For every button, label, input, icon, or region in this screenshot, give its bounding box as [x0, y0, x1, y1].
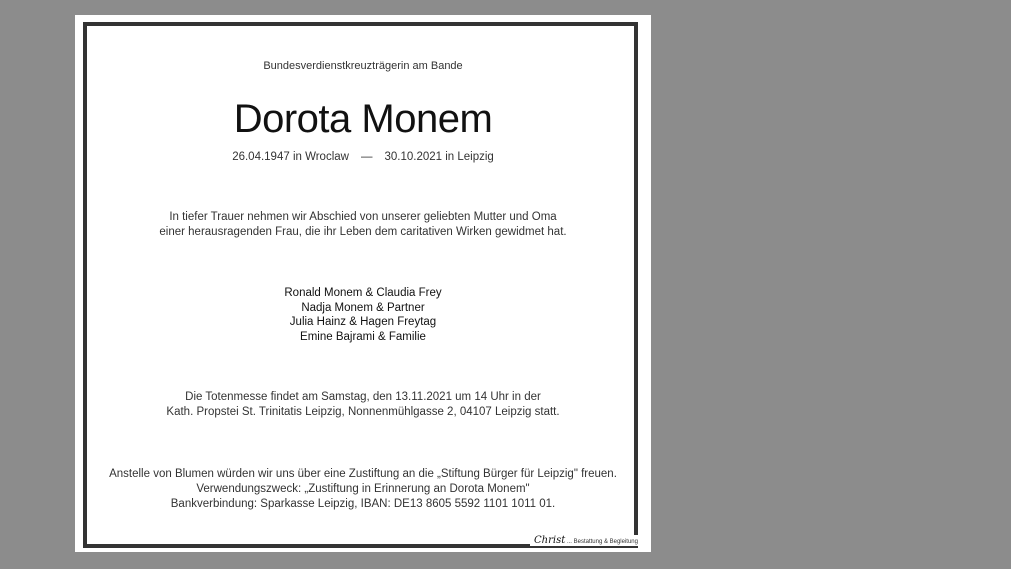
family-member: Julia Hainz & Hagen Freytag — [289, 316, 437, 328]
date-separator: — — [360, 151, 373, 163]
donation-info — [75, 467, 651, 512]
birth-date: 26.04.1947 in Wroclaw — [232, 151, 349, 163]
mass-line: Die Totenmesse findet am Samstag, den 13.11.2021 um 14 Uhr in der — [185, 391, 541, 403]
family-member: Ronald Monem & Claudia Frey — [284, 287, 442, 299]
donation-line: Verwendungszweck: „Zustiftung in Erinnerung an Dorota Monem" — [196, 483, 530, 495]
mourning-line: einer herausragenden Frau, die ihr Leben dem caritativen Wirken gewidmet hat. — [159, 226, 567, 238]
mourning-line: In tiefer Trauer nehmen wir Abschied von unserer geliebten Mutter und Oma — [169, 211, 557, 223]
family-list — [75, 286, 651, 344]
funeral-home-logo — [530, 535, 641, 546]
life-dates — [75, 151, 651, 163]
donation-line: Anstelle von Blumen würden wir uns über eine Zustiftung an die „Stiftung Bürger für Leipzig" freuen. — [109, 468, 617, 480]
logo-script: Christ — [534, 535, 566, 546]
death-date: 30.10.2021 in Leipzig — [384, 151, 494, 163]
family-member: Nadja Monem & Partner — [301, 301, 425, 314]
family-member: Emine Bajrami & Familie — [300, 330, 426, 343]
donation-line: Bankverbindung: Sparkasse Leipzig, IBAN: DE13 8605 5592 1101 1011 01. — [170, 498, 556, 510]
mass-line: Kath. Propstei St. Trinitatis Leipzig, Nonnenmühlgasse 2, 04107 Leipzig statt. — [166, 406, 560, 418]
mourning-text — [75, 210, 651, 240]
funeral-mass-info — [75, 390, 651, 420]
deceased-name: Dorota Monem — [233, 97, 493, 141]
logo-tagline: ... Bestattung & Begleitung — [566, 539, 638, 545]
obituary-notice — [75, 15, 651, 552]
honor-line: Bundesverdienstkreuzträgerin am Bande — [263, 60, 463, 72]
